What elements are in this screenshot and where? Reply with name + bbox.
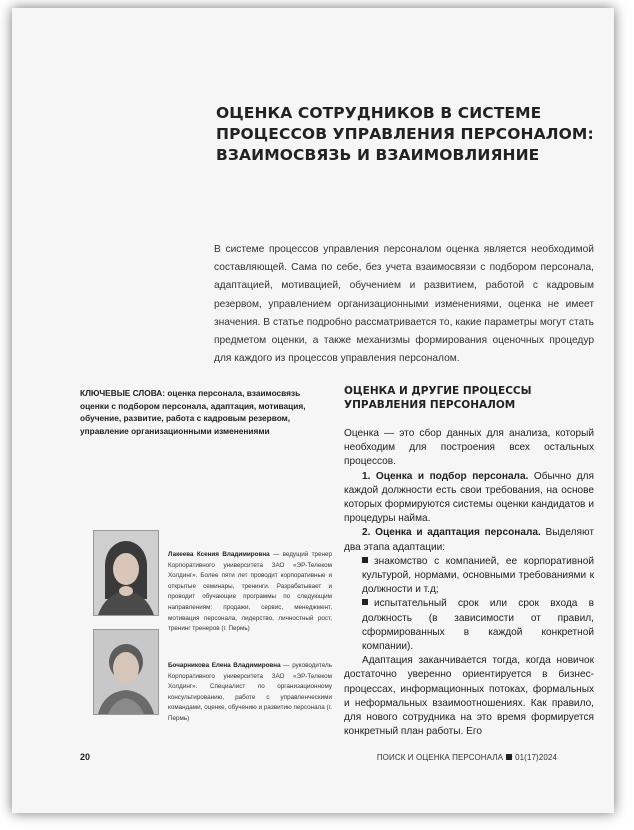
- bullet-text: знакомство с компанией, ее корпоративной культурой, нормами, основными требованиями к должности и т.д;: [362, 555, 594, 596]
- paragraph: [344, 526, 594, 554]
- square-bullet-icon: [362, 599, 368, 605]
- article-lead: В системе процессов управления персоналом оценка является необходимой составляющей. Сама по себе, без учета взаимосвязи с подбором персонала, адаптацией, мотивацией, обучением и развитием, работой с кадровым резервом, управлением организационными изменениями, оценка не имеет значения. В статье подробно рассматривается то, какие параметры могут стать предметом оценки, а также механизмы формирования оценочных процедур для каждого из процессов управления персоналом.: [214, 244, 594, 365]
- title-line: ПРОЦЕССОВ УПРАВЛЕНИЯ ПЕРСОНАЛОМ:: [216, 125, 594, 143]
- author-photo: [93, 530, 159, 616]
- author-name: Бочарникова Елена Владимировна: [168, 662, 281, 669]
- paragraph-text: Обычно для каждой должности есть свои требования, на основе которых формируются системы оценки кандидатов и процедуры найма.: [344, 470, 594, 525]
- article-title: [216, 103, 596, 166]
- article-body: [344, 427, 594, 739]
- author-photo: [93, 629, 159, 715]
- paragraph: Оценка — это сбор данных для анализа, который необходим для построения всех остальных процессов.: [344, 428, 594, 468]
- paragraph-bold: 2. Оценка и адаптация персонала.: [362, 527, 541, 539]
- magazine-page: [12, 8, 614, 813]
- paragraph-text: Выделяют два этапа адаптации:: [344, 527, 594, 553]
- footer-magazine: [377, 753, 557, 762]
- square-separator-icon: [506, 754, 512, 760]
- author-name: Лакеева Ксения Владимировна: [168, 551, 270, 558]
- author-bio: [168, 550, 332, 635]
- square-bullet-icon: [362, 557, 368, 563]
- bullet-item: [344, 597, 594, 654]
- author-portrait-icon: [94, 531, 158, 615]
- magazine-issue: 01(17)2024: [515, 753, 557, 762]
- bullet-text: испытательный срок или срок входа в должность (в зависимости от правил, сформированных в каждой конкретной компании).: [362, 598, 594, 653]
- author-bio: [168, 661, 332, 725]
- paragraph-bold: 1. Оценка и подбор персонала.: [362, 470, 529, 482]
- title-line: ВЗАИМОСВЯЗЬ И ВЗАИМОВЛИЯНИЕ: [216, 146, 540, 164]
- author-description: — ведущий тренер Корпоративного университета ЗАО «ЭР-Телеком Холдинг». Более пяти лет проводит корпоративные и открытые семинары, тренинги. Разрабатывает и проводит обучающие программы по следующим направлениям: продажи, сервис, менеджмент, мотивация персонала, лидерство, личностный рост, тренинг тренеров (г. Пермь): [168, 551, 333, 633]
- keywords-label: КЛЮЧЕВЫЕ СЛОВА:: [80, 388, 166, 398]
- author-portrait-icon: [94, 630, 158, 714]
- section-heading: ОЦЕНКА И ДРУГИЕ ПРОЦЕССЫ УПРАВЛЕНИЯ ПЕРСОНАЛОМ: [344, 385, 532, 411]
- keywords-block: [80, 387, 328, 437]
- paragraph: [344, 470, 594, 527]
- title-line: ОЦЕНКА СОТРУДНИКОВ В СИСТЕМЕ: [216, 104, 542, 122]
- bullet-item: [344, 555, 594, 598]
- paragraph: Адаптация заканчивается тогда, когда новичок достаточно уверенно ориентируется в бизнес-процессах, информационных потоках, формальных и неформальных взаимоотношениях. Как правило, для нового сотрудника на это время формируется конкретный план работы. Его: [344, 655, 594, 738]
- page-number: 20: [80, 752, 91, 762]
- keywords-text: оценка персонала, взаимосвязь оценки с подбором персонала, адаптация, мотивация, обучение, развитие, работа с кадровым резервом, управление организационными изменениями: [80, 388, 306, 436]
- magazine-name: ПОИСК И ОЦЕНКА ПЕРСОНАЛА: [376, 753, 504, 762]
- author-description: — руководитель Корпоративного университета ЗАО «ЭР-Телеком Холдинг». Специалист по организационному консультированию, работе с управленческими командами, оценке, обучению и развитию персонала (г. Пермь): [168, 662, 332, 722]
